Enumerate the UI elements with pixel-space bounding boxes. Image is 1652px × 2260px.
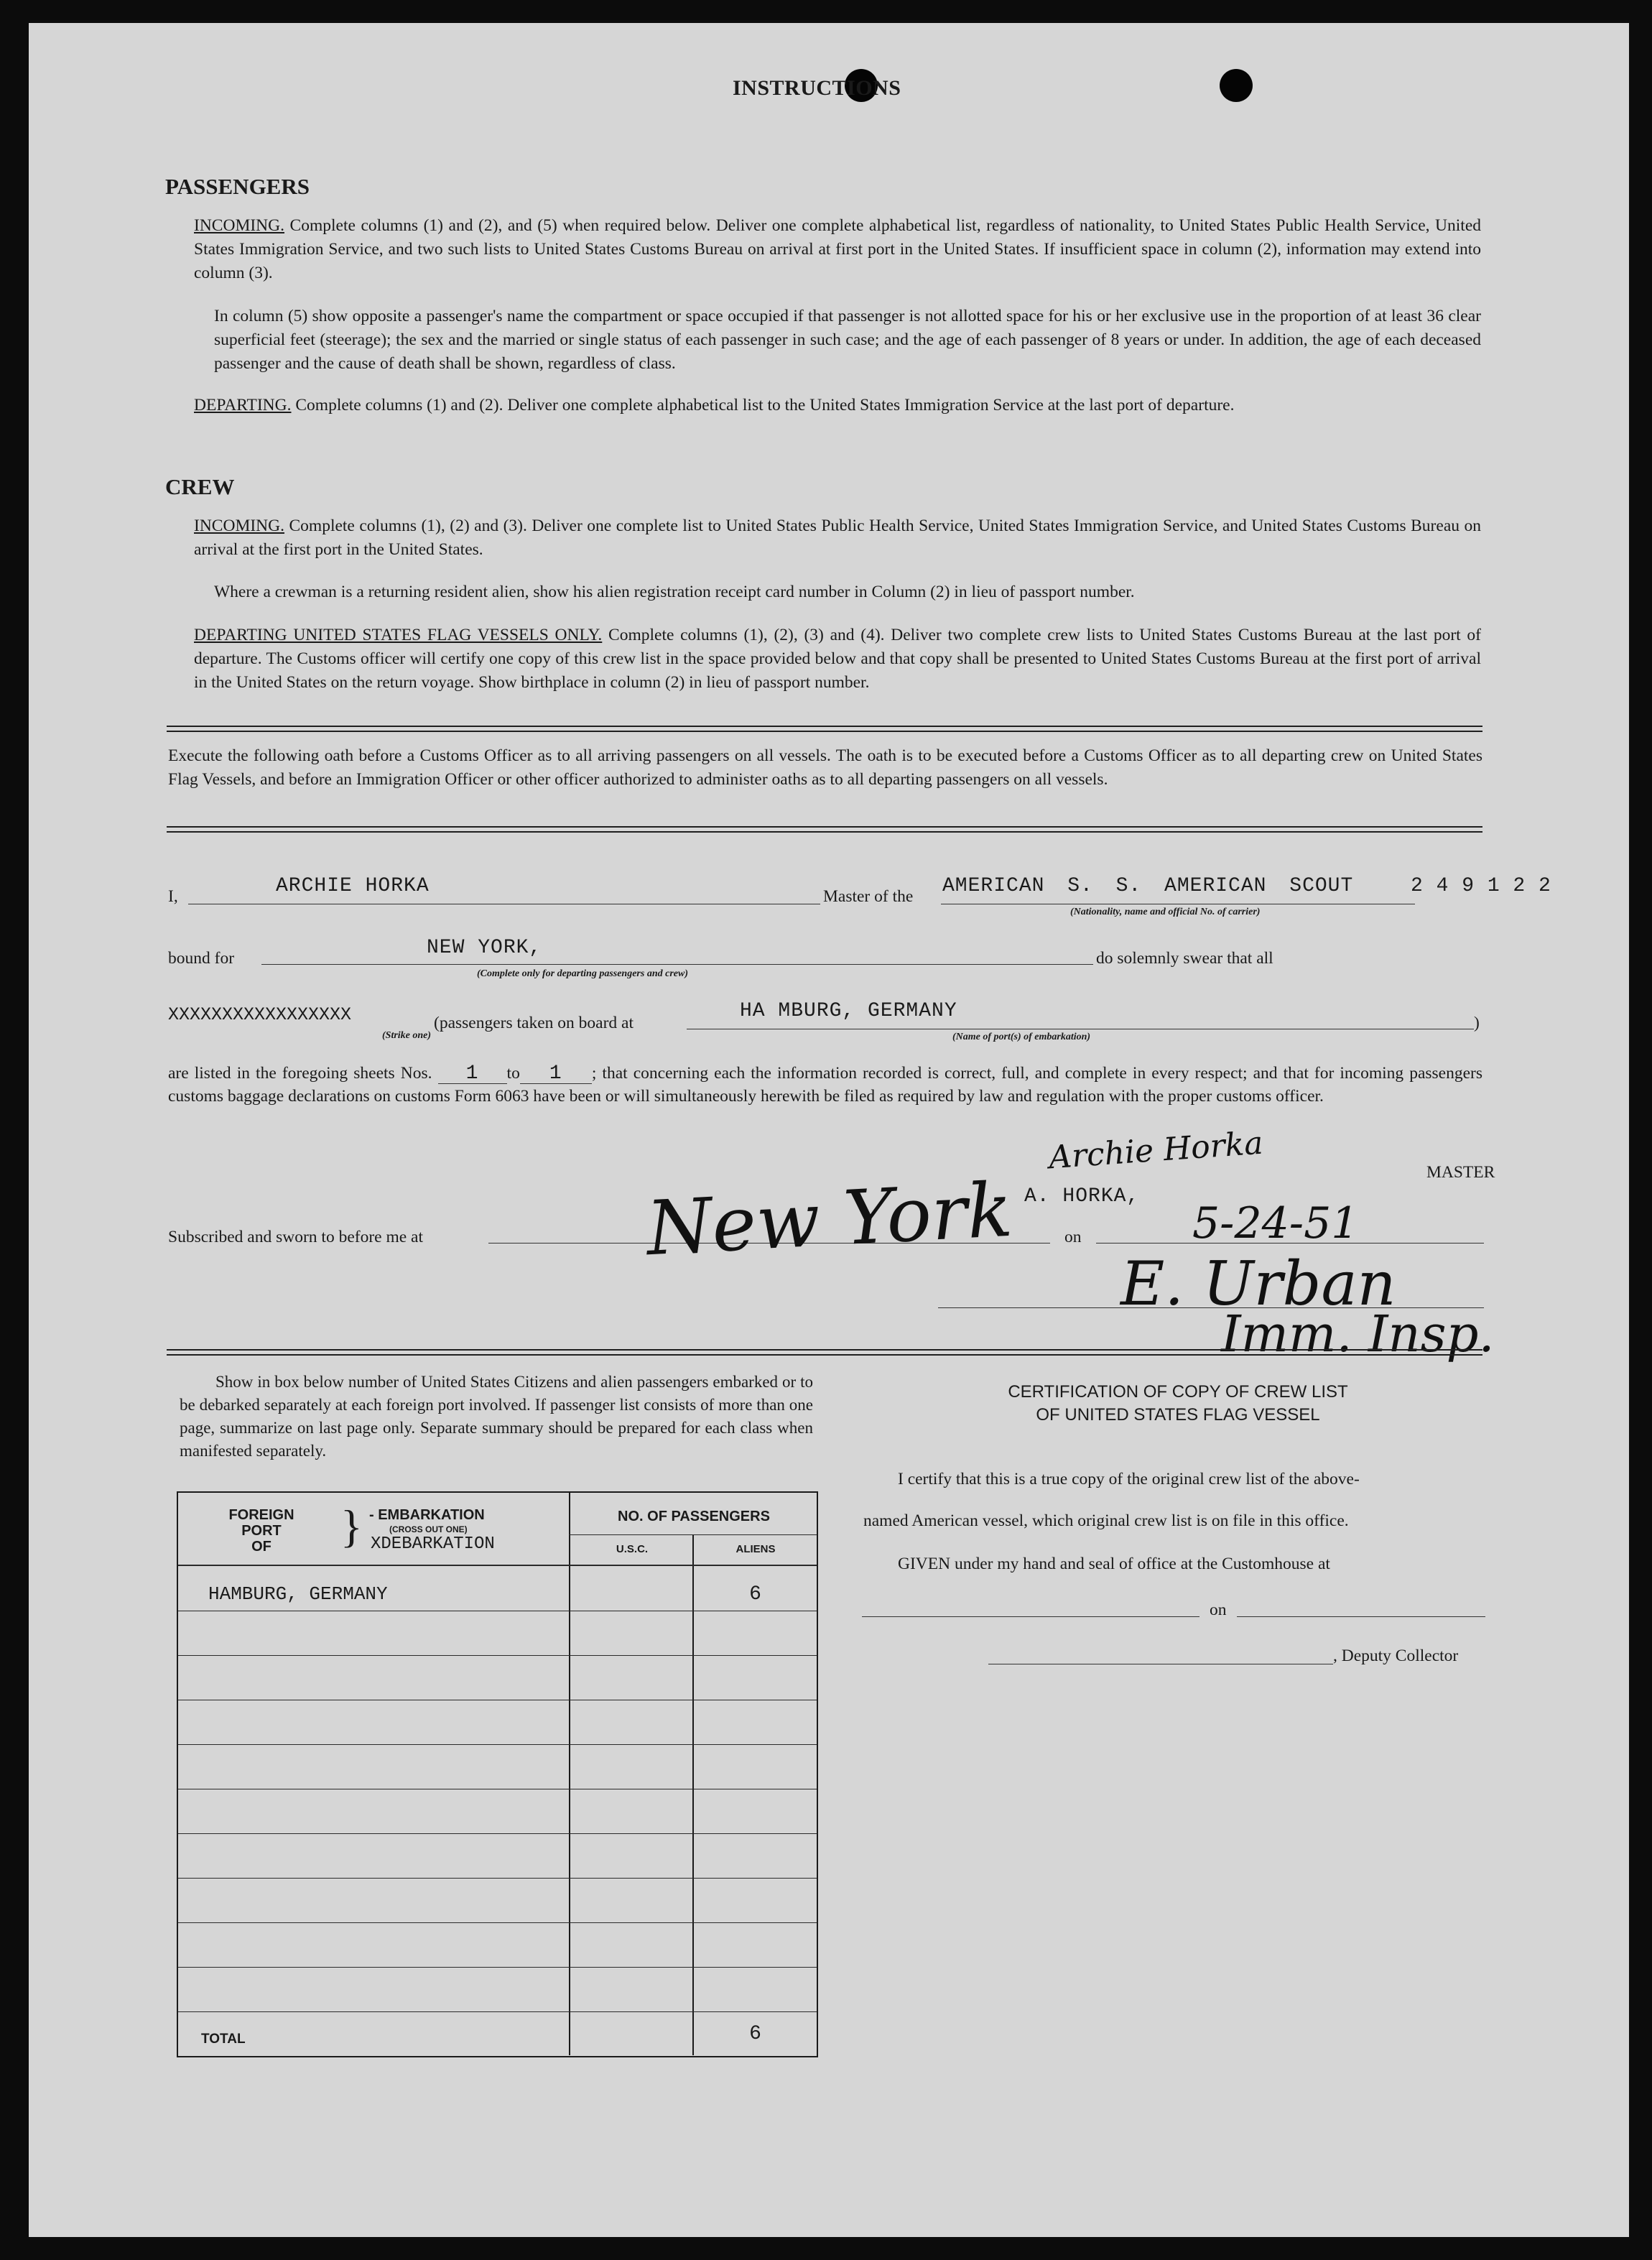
typed-master-name: A. HORKA, <box>1024 1185 1140 1208</box>
passengers-column5-text: In column (5) show opposite a passenger's name the compartment or space occupied if that passenger is not allotted space for his or her exclusive use in the proportion of at least 36 clear superficial feet (steerage); the sex and the married or single status of each passenger in such case; and the age of each passenger of 8 years or under. In addition, the age of each deceased passenger and the cause of death shall be shown, regardless of class. <box>214 307 1481 373</box>
table-row-line <box>178 2011 817 2012</box>
subscribed-label: Subscribed and sworn to before me at <box>168 1228 424 1246</box>
punch-hole-right <box>1220 69 1253 102</box>
table-row-line <box>178 1878 817 1879</box>
sheet-to: 1 <box>549 1062 562 1085</box>
table-row-aliens: 6 <box>749 1583 762 1606</box>
listed-statement <box>168 1062 1482 1108</box>
on-label: on <box>1064 1228 1082 1246</box>
table-row-line <box>178 1967 817 1968</box>
master-label: MASTER <box>1426 1163 1495 1182</box>
passengers-incoming-label: INCOMING. <box>194 216 284 235</box>
crew-heading: CREW <box>165 474 235 499</box>
passengers-departing <box>194 394 1481 417</box>
passengers-incoming <box>194 214 1481 285</box>
master-of-label: Master of the <box>823 887 914 906</box>
certification-heading <box>862 1381 1494 1427</box>
section-divider <box>167 826 1482 833</box>
to-label: to <box>506 1064 520 1083</box>
crew-incoming-label: INCOMING. <box>194 517 284 535</box>
embarkation-label: - EMBARKATION <box>369 1507 485 1523</box>
master-signature: Archie Horka <box>1047 1124 1265 1177</box>
swear-label: do solemnly swear that all <box>1096 949 1273 968</box>
certify-line-1: I certify that this is a true copy of the original crew list of the above- <box>898 1470 1360 1488</box>
crew-departing <box>194 624 1481 695</box>
passengers-header: NO. OF PASSENGERS <box>618 1509 770 1524</box>
sworn-place: New York <box>644 1165 1015 1273</box>
passengers-departing-label: DEPARTING. <box>194 396 292 415</box>
bound-for-label: bound for <box>168 949 235 968</box>
inspector-signature: E. Urban <box>1120 1249 1396 1319</box>
port-header-line: FOREIGN <box>228 1507 294 1523</box>
passengers-heading: PASSENGERS <box>165 174 310 199</box>
oath-i-label: I, <box>168 887 178 906</box>
certification-heading-line: OF UNITED STATES FLAG VESSEL <box>1036 1405 1320 1425</box>
given-text: GIVEN under my hand and seal of office at the Customhouse at <box>898 1555 1330 1573</box>
embark-port: HA MBURG, GERMANY <box>740 1000 957 1022</box>
bound-for-line <box>261 964 1093 965</box>
table-row-line <box>178 1744 817 1745</box>
summary-instructions: Show in box below number of United States Citizens and alien passengers embarked or to be debarked separately at each foreign port involved. If passenger list consists of more than one page, summarize on last page only. Separate summary should be prepared for each class when manifested separately. <box>180 1373 813 1460</box>
section-divider <box>167 1349 1482 1356</box>
port-header-line: OF <box>251 1539 272 1555</box>
table-divider <box>692 1534 694 2055</box>
table-divider <box>569 1493 570 2055</box>
certify-line-2: named American vessel, which original crew list is on file in this office. <box>863 1511 1349 1530</box>
embark-caption: (Name of port(s) of embarkation) <box>952 1032 1091 1042</box>
certification-heading-line: CERTIFICATION OF COPY OF CREW LIST <box>1008 1382 1348 1402</box>
deputy-collector-label: , Deputy Collector <box>1333 1647 1459 1665</box>
port-header <box>218 1507 305 1555</box>
total-label: TOTAL <box>201 2032 246 2047</box>
page-title: INSTRUCTIONS <box>733 76 901 100</box>
master-name: ARCHIE HORKA <box>276 875 430 897</box>
table-row-line <box>178 1655 817 1656</box>
customhouse-line <box>862 1616 1199 1617</box>
official-number: 2 4 9 1 2 2 <box>1411 875 1551 897</box>
passengers-incoming-text: Complete columns (1) and (2), and (5) when required below. Deliver one complete alphabetical list, regardless of nationality, to United States Public Health Service, United States Immigration Service, and two such lists to United States Customs Bureau on arrival at first port in the United States. If insufficient space in column (2), information may extend into column (3). <box>194 216 1482 282</box>
vessel-caption: (Nationality, name and official No. of carrier) <box>1070 907 1261 917</box>
cross-out-label: (CROSS OUT ONE) <box>389 1524 468 1534</box>
cert-on-label: on <box>1210 1601 1227 1619</box>
table-divider <box>569 1534 817 1535</box>
aliens-header: ALIENS <box>735 1543 776 1555</box>
oath-intro: Execute the following oath before a Customs Officer as to all arriving passengers on all vessels. The oath is to be executed before a Customs Officer as to all departing crew on United States Flag Vessels, and before an Immigration Officer or other officer authorized to administer oaths as to all departing passengers on all vessels. <box>168 746 1482 789</box>
crew-incoming <box>194 514 1481 562</box>
close-paren: ) <box>1474 1014 1480 1032</box>
inspector-title: Imm. Insp. <box>1221 1305 1495 1363</box>
bound-caption: (Complete only for departing passengers and crew) <box>477 968 688 979</box>
table-row-port: HAMBURG, GERMANY <box>208 1583 388 1605</box>
sworn-date: 5-24-51 <box>1192 1198 1359 1249</box>
cert-date-line <box>1237 1616 1485 1617</box>
vessel-name: AMERICAN S. S. AMERICAN SCOUT <box>942 875 1354 897</box>
crew-incoming-text: Complete columns (1), (2) and (3). Deliver one complete list to United States Public Health Service, United States Immigration Service, and United States Customs Bureau on arrival at the first port in the United States. <box>194 517 1481 559</box>
table-row-line <box>178 1833 817 1834</box>
sheet-from: 1 <box>465 1062 479 1085</box>
passenger-summary-table <box>177 1491 818 2057</box>
port-header-line: PORT <box>241 1523 282 1539</box>
listed-rest: ; that concerning each the information recorded is correct, full, and complete in every respect; and that for incoming passengers customs baggage declarations on customs Form 6063 have been or will simultaneously herewith be filed as required by law and regulation with the proper customs officer. <box>168 1064 1483 1106</box>
debarkation-struck: XDEBARKATION <box>371 1534 495 1554</box>
listed-label: are listed in the foregoing sheets Nos. <box>168 1064 432 1083</box>
section-divider <box>167 726 1482 732</box>
crew-returning-text: Where a crewman is a returning resident alien, show his alien registration receipt card number in Column (2) in lieu of passport number. <box>214 583 1135 601</box>
usc-header: U.S.C. <box>616 1543 649 1555</box>
struck-crew-text: XXXXXXXXXXXXXXXXX <box>168 1004 352 1025</box>
table-divider <box>178 1565 817 1566</box>
taken-label: (passengers taken on board at <box>434 1014 634 1032</box>
bound-for-value: NEW YORK, <box>427 937 542 959</box>
crew-departing-text: Complete columns (1), (2), (3) and (4). Deliver two complete crew lists to United States Customs Bureau at the last port of departure. The Customs officer will certify one copy of this crew list in the space provided below and that copy shall be presented to United States Customs Bureau at the first port of arrival in the United States on the return voyage. Show birthplace in column (2) in lieu of passport number. <box>194 626 1481 692</box>
table-row-line <box>178 1922 817 1923</box>
strike-caption: (Strike one) <box>382 1030 432 1041</box>
crew-departing-label: DEPARTING UNITED STATES FLAG VESSELS ONLY. <box>194 626 603 644</box>
total-aliens: 6 <box>749 2023 762 2045</box>
brace-icon: } <box>340 1501 363 1552</box>
passengers-departing-text: Complete columns (1) and (2). Deliver one complete alphabetical list to the United States Immigration Service at the last port of departure. <box>295 396 1235 415</box>
